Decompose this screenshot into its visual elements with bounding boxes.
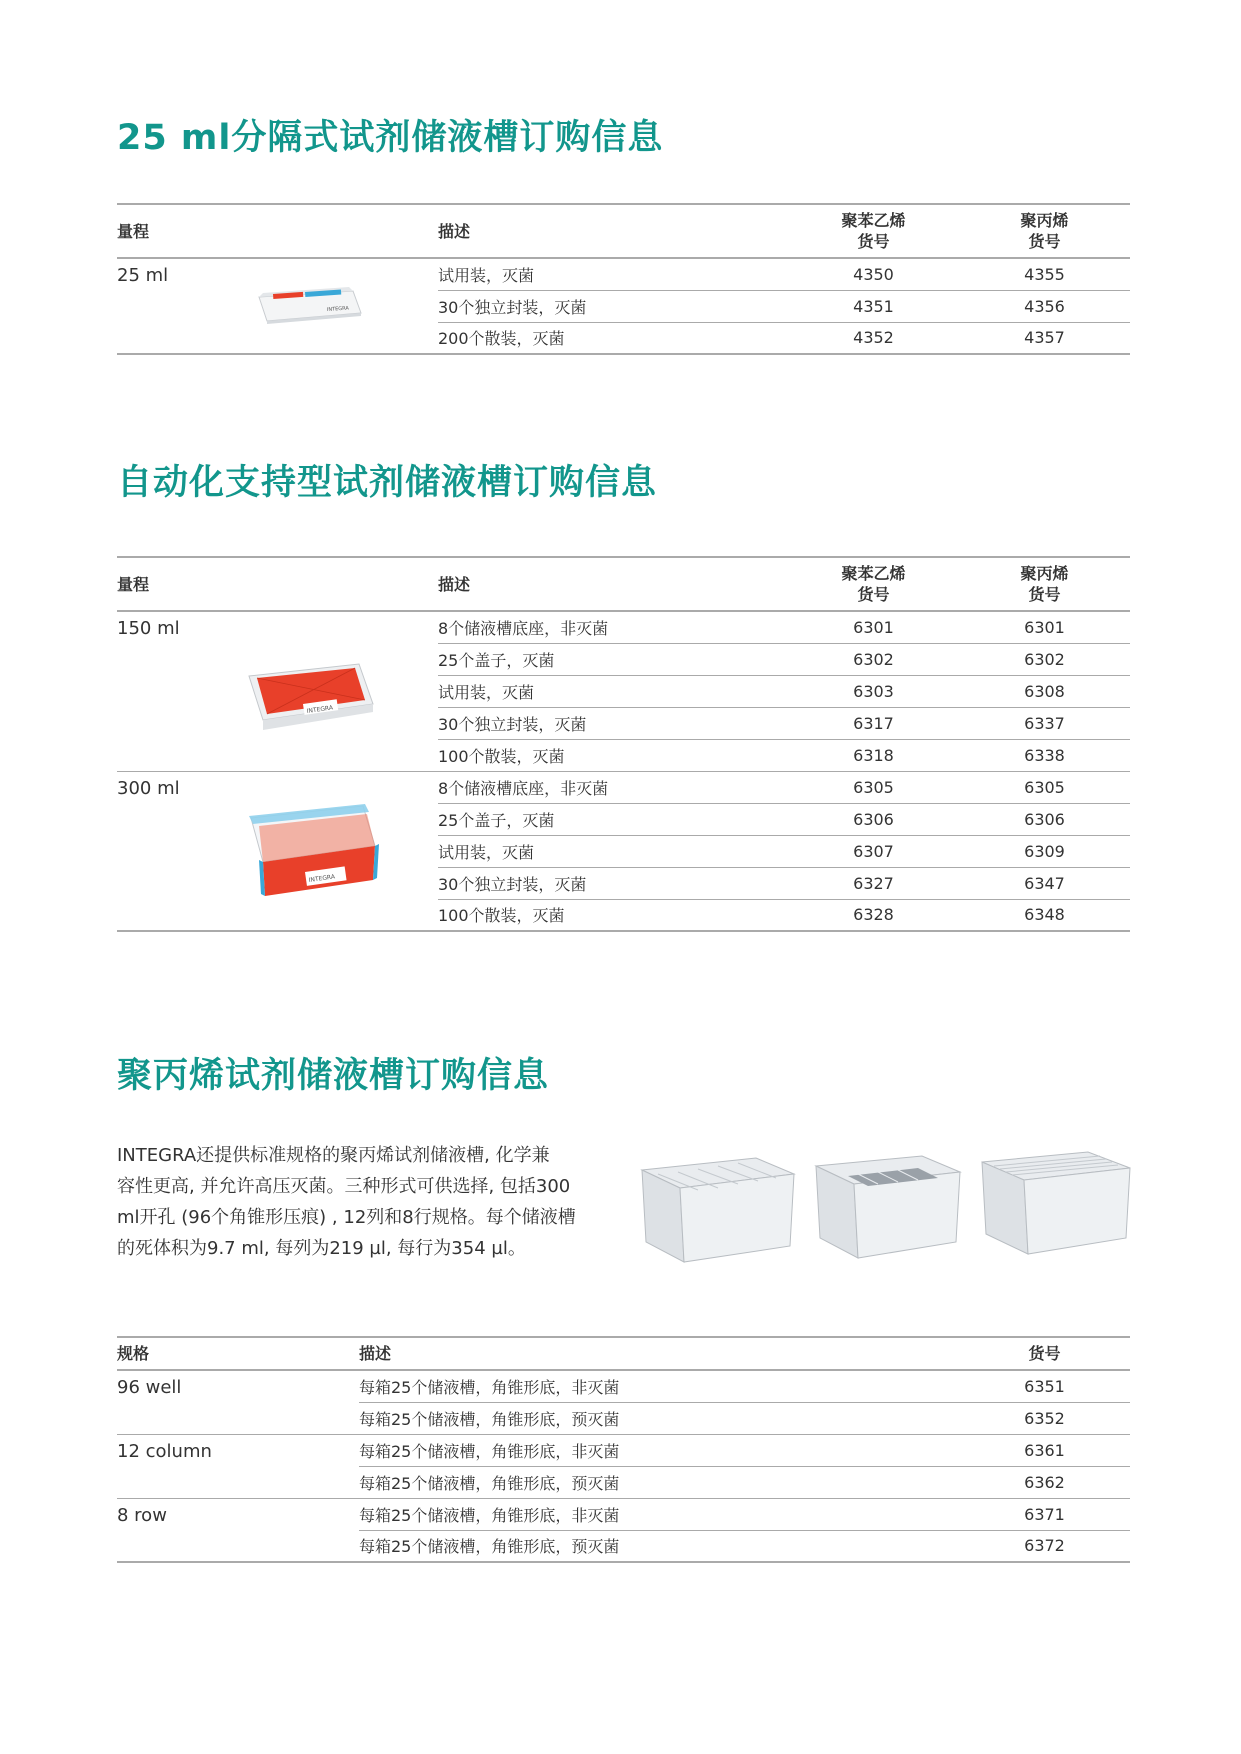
ps-cell: 4351 xyxy=(853,296,894,316)
pp-cell: 6348 xyxy=(1024,905,1065,925)
range-cell xyxy=(117,771,438,931)
cat-cell: 6371 xyxy=(1024,1504,1065,1524)
ps-cell: 6318 xyxy=(853,745,894,765)
desc-cell: 30个独立封装，灭菌 xyxy=(438,874,587,894)
intro-line: INTEGRA还提供标准规格的聚丙烯试剂储液槽, 化学兼 xyxy=(117,1145,550,1166)
tub-96-well-image xyxy=(642,1158,794,1262)
reservoir-150ml-image xyxy=(245,658,375,738)
desc-cell: 200个散装，灭菌 xyxy=(438,329,565,349)
header-pp: 聚丙烯 货号 xyxy=(1020,211,1069,251)
ps-cell: 6306 xyxy=(853,809,894,829)
table-header-row xyxy=(117,204,1130,258)
pp-cell: 6337 xyxy=(1024,713,1065,733)
header-pp: 聚丙烯 货号 xyxy=(1020,564,1069,604)
desc-cell: 8个储液槽底座，非灭菌 xyxy=(438,618,609,638)
ps-cell: 6303 xyxy=(853,681,894,701)
header-ps: 聚苯乙烯 货号 xyxy=(841,564,906,604)
table-row xyxy=(117,258,1130,290)
table-row xyxy=(117,1370,1130,1402)
tub-12-column-image xyxy=(816,1156,960,1258)
header-spec: 规格 xyxy=(117,1344,150,1363)
pp-cell: 6306 xyxy=(1024,809,1065,829)
desc-cell: 25个盖子，灭菌 xyxy=(438,650,555,670)
table-header-row xyxy=(117,557,1130,611)
ps-cell: 6307 xyxy=(853,841,894,861)
header-cat: 货号 xyxy=(1028,1344,1061,1363)
ps-cell: 6302 xyxy=(853,649,894,669)
desc-cell: 每箱25个储液槽，角锥形底，预灭菌 xyxy=(359,1473,620,1493)
reservoir-25ml-image xyxy=(253,275,363,325)
integra-logo: INTEGRA xyxy=(326,305,350,313)
ps-cell: 6328 xyxy=(853,905,894,925)
section3-intro xyxy=(117,1140,587,1264)
range-label: 300 ml xyxy=(117,777,180,799)
desc-cell: 每箱25个储液槽，角锥形底，非灭菌 xyxy=(359,1505,620,1525)
ps-cell: 4350 xyxy=(853,264,894,284)
reservoir-300ml-image xyxy=(245,796,380,906)
range-cell xyxy=(117,258,438,354)
desc-cell: 试用装，灭菌 xyxy=(438,265,535,285)
pp-cell: 6309 xyxy=(1024,841,1065,861)
ps-cell: 6317 xyxy=(853,713,894,733)
pp-cell: 6308 xyxy=(1024,681,1065,701)
desc-cell: 每箱25个储液槽，角锥形底，非灭菌 xyxy=(359,1441,620,1461)
cat-cell: 6352 xyxy=(1024,1408,1065,1428)
section1-table xyxy=(117,203,1130,355)
desc-cell: 25个盖子，灭菌 xyxy=(438,810,555,830)
pp-reservoirs-image xyxy=(638,1138,1138,1272)
table-row xyxy=(117,1434,1130,1466)
spec-cell: 96 well xyxy=(117,1370,359,1434)
pp-cell: 6347 xyxy=(1024,873,1065,893)
section1-title: 25 ml分隔式试剂储液槽订购信息 xyxy=(117,118,664,158)
table-row xyxy=(117,1498,1130,1530)
pp-cell: 6338 xyxy=(1024,745,1065,765)
desc-cell: 100个散装，灭菌 xyxy=(438,746,565,766)
header-desc: 描述 xyxy=(438,221,471,241)
integra-logo: INTEGRA xyxy=(306,704,334,715)
spec-cell: 8 row xyxy=(117,1504,167,1526)
pp-cell: 4355 xyxy=(1024,264,1065,284)
ps-cell: 6301 xyxy=(853,617,894,637)
ps-cell: 6327 xyxy=(853,873,894,893)
pp-cell: 4357 xyxy=(1024,328,1065,348)
desc-cell: 30个独立封装，灭菌 xyxy=(438,297,587,317)
desc-cell: 试用装，灭菌 xyxy=(438,842,535,862)
intro-line: 的死体积为9.7 ml, 每列为219 µl, 每行为354 µl。 xyxy=(117,1238,526,1259)
section3-title: 聚丙烯试剂储液槽订购信息 xyxy=(117,1056,550,1096)
tub-8-row-image xyxy=(982,1152,1130,1254)
header-range: 量程 xyxy=(117,221,150,241)
desc-cell: 30个独立封装，灭菌 xyxy=(438,714,587,734)
desc-cell: 每箱25个储液槽，角锥形底，非灭菌 xyxy=(359,1377,620,1397)
header-desc: 描述 xyxy=(359,1344,392,1363)
desc-cell: 试用装，灭菌 xyxy=(438,682,535,702)
ps-cell: 6305 xyxy=(853,777,894,797)
ps-cell: 4352 xyxy=(853,328,894,348)
cat-cell: 6362 xyxy=(1024,1472,1065,1492)
header-range: 量程 xyxy=(117,574,150,594)
cat-cell: 6361 xyxy=(1024,1440,1065,1460)
pp-cell: 4356 xyxy=(1024,296,1065,316)
section3-table xyxy=(117,1336,1130,1563)
intro-line: ml开孔 (96个角锥形压痕) , 12列和8行规格。每个储液槽 xyxy=(117,1207,576,1228)
table-row xyxy=(117,771,1130,803)
table-row xyxy=(117,611,1130,643)
section2-table xyxy=(117,556,1130,932)
section2-title: 自动化支持型试剂储液槽订购信息 xyxy=(117,463,658,503)
desc-cell: 每箱25个储液槽，角锥形底，预灭菌 xyxy=(359,1537,620,1557)
range-label: 150 ml xyxy=(117,618,180,639)
integra-logo: INTEGRA xyxy=(308,872,336,884)
cat-cell: 6351 xyxy=(1024,1376,1065,1396)
desc-cell: 8个储液槽底座，非灭菌 xyxy=(438,778,609,798)
pp-cell: 6305 xyxy=(1024,777,1065,797)
desc-cell: 每箱25个储液槽，角锥形底，预灭菌 xyxy=(359,1409,620,1429)
header-ps: 聚苯乙烯 货号 xyxy=(841,211,906,251)
spec-cell: 12 column xyxy=(117,1434,359,1498)
pp-cell: 6302 xyxy=(1024,649,1065,669)
pp-cell: 6301 xyxy=(1024,617,1065,637)
range-cell xyxy=(117,611,438,771)
range-label: 25 ml xyxy=(117,265,169,286)
header-desc: 描述 xyxy=(438,574,471,594)
cat-cell: 6372 xyxy=(1024,1536,1065,1556)
table-header-row xyxy=(117,1337,1130,1370)
intro-line: 容性更高, 并允许高压灭菌。三种形式可供选择, 包括300 xyxy=(117,1176,571,1197)
desc-cell: 100个散装，灭菌 xyxy=(438,906,565,926)
